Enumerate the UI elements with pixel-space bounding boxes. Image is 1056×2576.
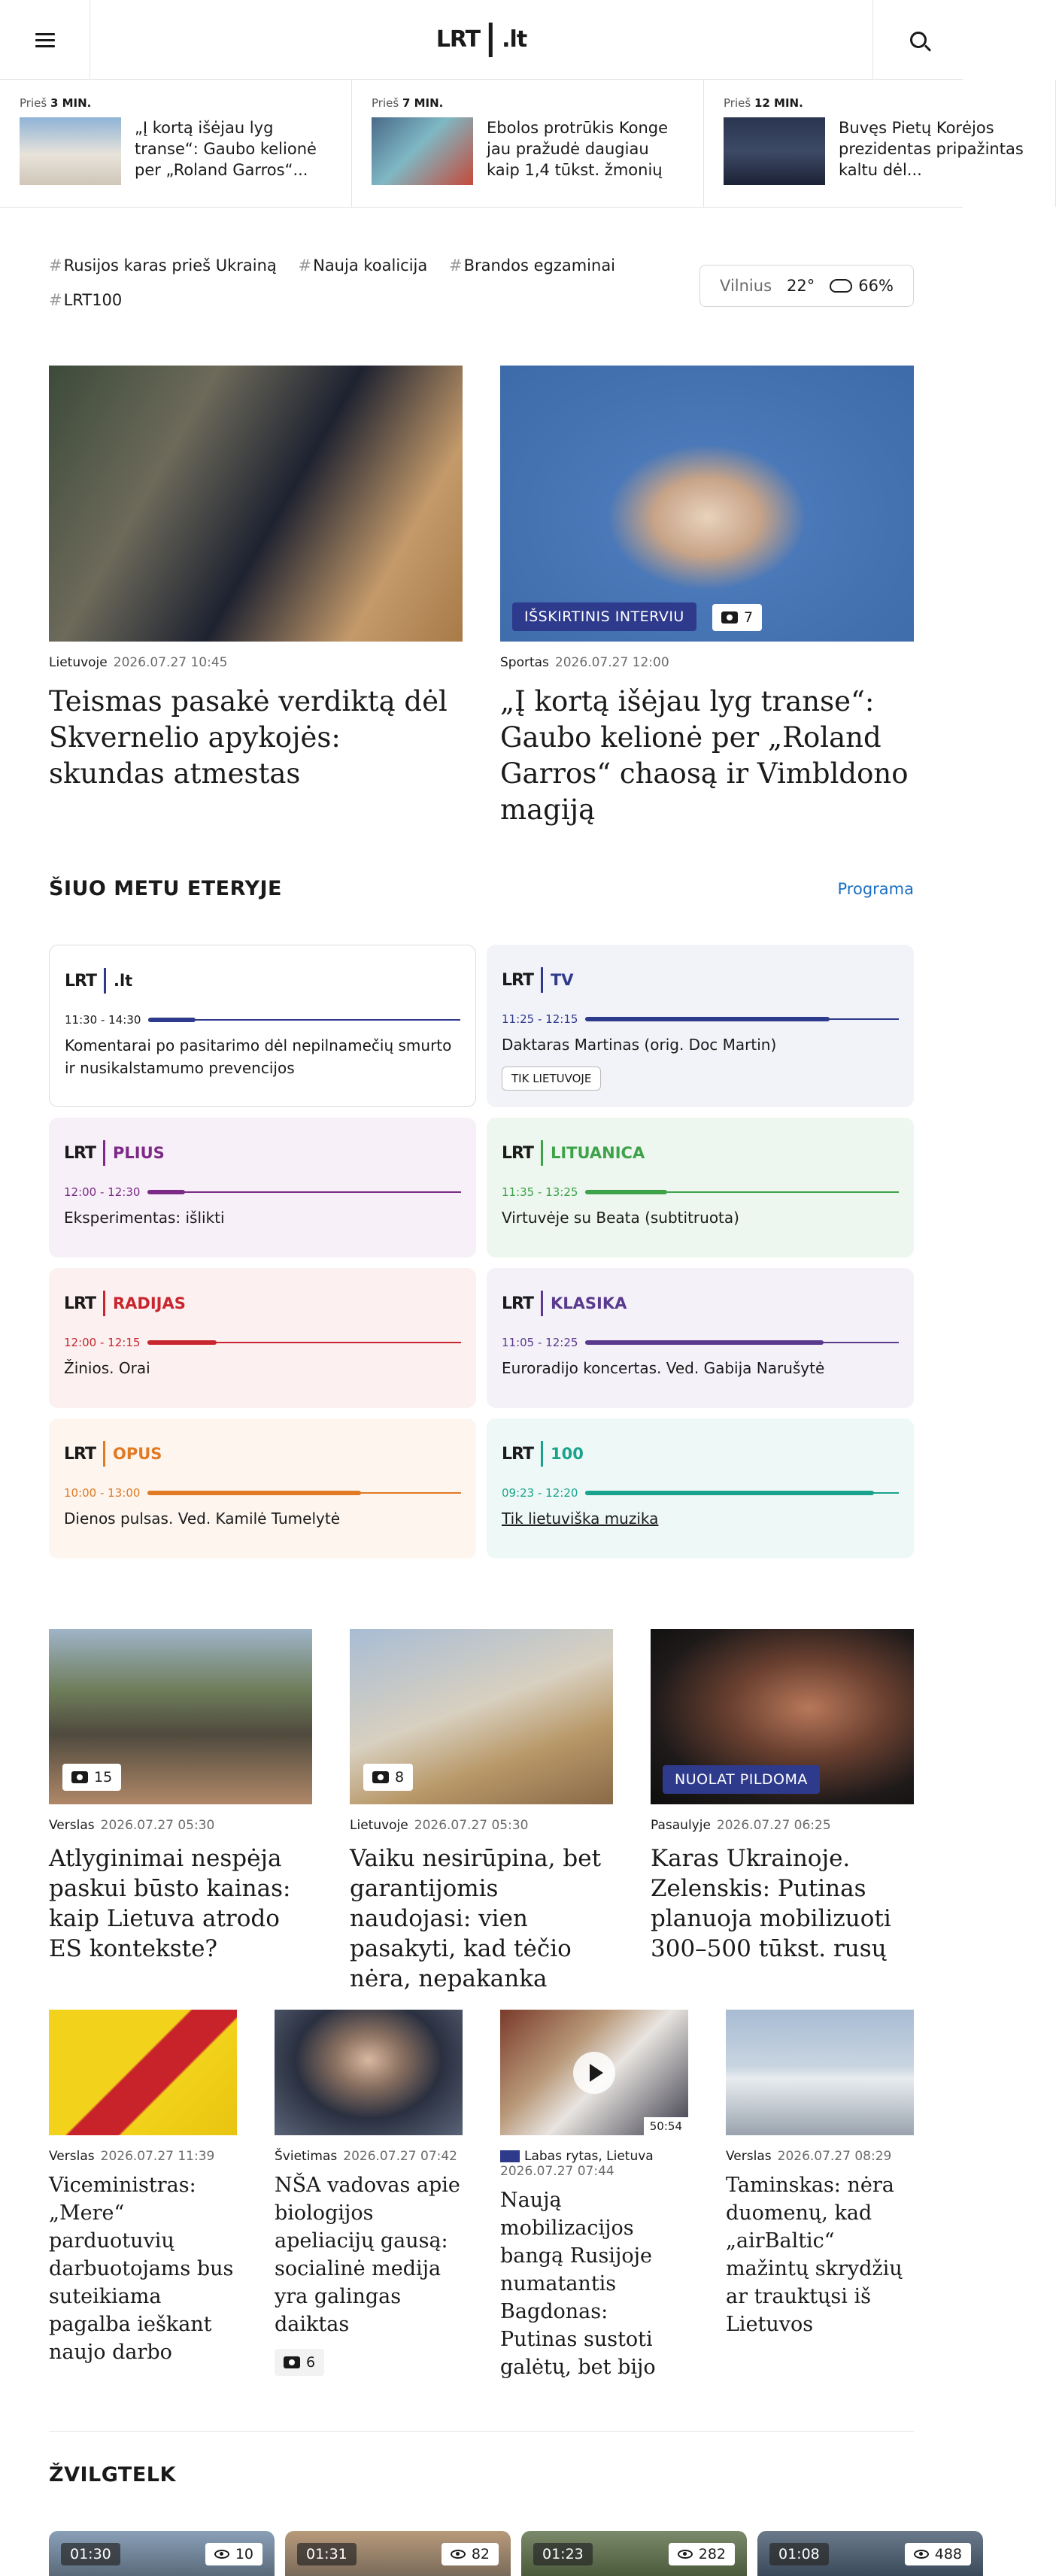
channel-time: 11:05 - 12:25 — [502, 1336, 578, 1349]
photo-count — [712, 604, 762, 631]
short-video[interactable] — [49, 2531, 275, 2576]
channel-logo — [64, 1441, 461, 1467]
weather-city: Vilnius — [720, 277, 772, 295]
progress-bar — [585, 1017, 830, 1021]
photo-count-value: 6 — [306, 2354, 316, 2371]
progress-bar — [147, 1491, 360, 1495]
section-divider — [49, 2431, 914, 2432]
article-title[interactable]: Vaiku nesirūpina, bet garantijomis naudojasi: vien pasakyti, kad tėčio nėra, nepakanka — [350, 1845, 602, 1992]
ticker-prefix: Prieš — [20, 96, 47, 110]
article-title[interactable]: Atlyginimai nespėja paskui būsto kainas: kaip Lietuva atrodo ES kontekste? — [49, 1845, 291, 1962]
ticker-thumbnail[interactable] — [20, 117, 121, 185]
article-title[interactable]: NŠA vadovas apie biologijos apeliacijų gausą: socialinė medija yra galingas daiktas — [275, 2174, 460, 2336]
tag-link[interactable]: # Brandos egzaminai — [449, 256, 615, 275]
article-title[interactable]: Naują mobilizacijos bangą Rusijoje numatantis Bagdonas: Putinas sustoti galėtų, bet bijo — [500, 2189, 656, 2379]
article-date: 2026.07.27 08:29 — [777, 2149, 892, 2164]
video-duration: 01:30 — [61, 2543, 120, 2565]
channel-tag: TIK LIETUVOJE — [502, 1067, 601, 1091]
channel-name: OPUS — [112, 1445, 162, 1463]
channel-card[interactable] — [487, 1418, 914, 1558]
article-image[interactable] — [49, 1629, 312, 1804]
channel-card[interactable] — [49, 945, 476, 1107]
progress-track — [148, 1019, 460, 1021]
article-title[interactable]: Teismas pasakė verdiktą dėl Skvernelio apykojės: skundas atmestas — [49, 685, 448, 790]
ticker-time: 12 MIN. — [754, 96, 803, 110]
search-button[interactable] — [872, 0, 963, 80]
channel-logo-separator — [541, 1140, 543, 1166]
article-title[interactable]: Taminskas: nėra duomenų, kad „airBaltic“ mažintų skrydžių ar trauktųsi iš Lietuvos — [726, 2174, 903, 2336]
article-title[interactable]: Viceministras: „Mere“ parduotuvių darbuotojams bus suteikiama pagalba ieškant naujo darbo — [49, 2174, 234, 2364]
video-duration: 50:54 — [644, 2117, 688, 2135]
channel-show[interactable]: Virtuvėje su Beata (subtitruota) — [502, 1209, 739, 1227]
channel-logo — [65, 968, 460, 994]
channel-logo — [502, 1291, 899, 1316]
channel-card[interactable] — [487, 1118, 914, 1258]
progress-bar — [585, 1340, 824, 1345]
channel-show[interactable]: Tik lietuviška muzika — [502, 1509, 659, 1528]
camera-icon — [71, 1771, 88, 1783]
channel-logo-lrt: LRT — [502, 1294, 533, 1313]
channel-timeline — [502, 1185, 899, 1199]
progress-track — [147, 1342, 461, 1343]
channel-logo-lrt: LRT — [64, 1143, 96, 1163]
article-section[interactable]: Lietuvoje — [49, 655, 108, 670]
short-video[interactable] — [285, 2531, 511, 2576]
progress-track — [585, 1342, 899, 1343]
article-section[interactable]: Pasaulyje — [651, 1818, 711, 1833]
photo-count-value: 7 — [744, 609, 754, 626]
article-image[interactable] — [500, 366, 914, 642]
article-title[interactable]: Karas Ukrainoje. Zelenskis: Putinas planuoja mobilizuoti 300–500 tūkst. rusų — [651, 1845, 891, 1962]
article-image[interactable] — [49, 366, 463, 642]
article-date: 2026.07.27 11:39 — [100, 2149, 215, 2164]
channel-name: .lt — [113, 972, 133, 990]
channel-logo-lrt: LRT — [502, 1143, 533, 1163]
ticker-title[interactable]: „Į kortą išėjau lyg transe“: Gaubo kelionė per „Roland Garros“... — [135, 119, 317, 179]
channel-grid — [49, 945, 914, 1558]
article-badge: IŠSKIRTINIS INTERVIU — [512, 602, 696, 631]
channel-logo-lrt: LRT — [64, 1294, 96, 1313]
channel-logo-separator — [103, 1441, 105, 1467]
video-duration: 01:08 — [769, 2543, 829, 2565]
channel-name: RADIJAS — [112, 1294, 186, 1312]
short-video[interactable] — [521, 2531, 747, 2576]
photo-count — [363, 1764, 413, 1791]
news-ticker — [0, 80, 1024, 208]
channel-logo-lrt: LRT — [502, 1444, 533, 1464]
ticker-item[interactable] — [0, 80, 352, 207]
article-card[interactable] — [651, 1629, 914, 1994]
logo-suffix: .lt — [502, 26, 527, 53]
article-badge: NUOLAT PILDOMA — [663, 1765, 820, 1794]
article-card[interactable] — [49, 2010, 237, 2381]
tags-row — [49, 248, 914, 317]
channel-time: 11:35 - 13:25 — [502, 1185, 578, 1199]
view-count — [669, 2543, 735, 2565]
article-image[interactable] — [350, 1629, 613, 1804]
channel-logo — [502, 967, 899, 993]
channel-timeline — [64, 1336, 461, 1349]
articles-row-4 — [49, 2010, 914, 2381]
article-image[interactable] — [49, 2010, 237, 2135]
channel-logo-separator — [104, 968, 106, 994]
article-date: 2026.07.27 05:30 — [414, 1818, 529, 1833]
article-section[interactable]: Lietuvoje — [350, 1818, 408, 1833]
progress-track — [585, 1018, 899, 1020]
tag-link[interactable]: # LRT100 — [49, 291, 122, 309]
channel-show[interactable]: Dienos pulsas. Ved. Kamilė Tumelytė — [64, 1509, 340, 1528]
article-card[interactable] — [49, 1629, 312, 1994]
article-card[interactable] — [49, 366, 463, 828]
section-title: ŽVILGTELK — [49, 2463, 176, 2486]
photo-count-value: 15 — [94, 1769, 113, 1786]
channel-timeline — [64, 1185, 461, 1199]
show-logo-icon — [500, 2150, 520, 2162]
ticker-prefix: Prieš — [724, 96, 751, 110]
hamburger-icon — [35, 29, 55, 51]
logo-main: LRT — [435, 26, 481, 53]
progress-track — [585, 1191, 899, 1193]
channel-card[interactable] — [487, 1268, 914, 1408]
channel-card[interactable] — [49, 1268, 476, 1408]
article-date: 2026.07.27 07:44 — [500, 2164, 614, 2179]
article-card[interactable] — [350, 1629, 613, 1994]
article-image[interactable] — [726, 2010, 914, 2135]
video-duration: 01:31 — [297, 2543, 357, 2565]
channel-logo-separator — [541, 967, 543, 993]
article-card[interactable] — [500, 366, 914, 828]
article-section[interactable]: Verslas — [49, 2149, 95, 2164]
channel-logo — [64, 1291, 461, 1316]
channel-card[interactable] — [487, 945, 914, 1107]
ticker-thumbnail[interactable] — [724, 117, 825, 185]
eye-icon — [451, 2550, 466, 2559]
view-count — [905, 2543, 971, 2565]
channel-name: LITUANICA — [550, 1144, 645, 1162]
photo-count — [275, 2349, 324, 2376]
article-card[interactable] — [500, 2010, 688, 2381]
ticker-item[interactable] — [704, 80, 1056, 207]
channel-time: 09:23 - 12:20 — [502, 1486, 578, 1500]
trending-tags — [49, 248, 636, 317]
ether-header — [49, 877, 914, 900]
progress-bar — [585, 1491, 873, 1495]
short-video[interactable] — [757, 2531, 983, 2576]
article-image[interactable] — [275, 2010, 463, 2135]
video-strip — [49, 2531, 963, 2576]
site-header — [0, 0, 963, 80]
ticker-time: 3 MIN. — [50, 96, 92, 110]
view-count-value: 488 — [934, 2546, 962, 2562]
channel-timeline — [502, 1486, 899, 1500]
articles-row-3 — [49, 1629, 914, 1994]
channel-timeline — [65, 1013, 460, 1027]
view-count — [442, 2543, 499, 2565]
weather-widget[interactable] — [699, 265, 914, 307]
ticker-prefix: Prieš — [372, 96, 399, 110]
channel-timeline — [64, 1486, 461, 1500]
channel-time: 12:00 - 12:15 — [64, 1336, 141, 1349]
progress-bar — [147, 1340, 217, 1345]
logo-separator — [489, 23, 493, 57]
article-section[interactable]: Švietimas — [275, 2149, 338, 2164]
article-date: 2026.07.27 10:45 — [113, 655, 228, 670]
article-date: 2026.07.27 06:25 — [716, 1818, 831, 1833]
camera-icon — [284, 2356, 300, 2368]
channel-name: PLIUS — [112, 1144, 165, 1162]
search-icon — [910, 32, 927, 48]
channel-time: 10:00 - 13:00 — [64, 1486, 141, 1500]
weather-temp: 22° — [787, 277, 815, 295]
channel-logo-lrt: LRT — [64, 1444, 96, 1464]
article-date: 2026.07.27 05:30 — [100, 1818, 215, 1833]
channel-card[interactable] — [49, 1418, 476, 1558]
channel-show[interactable]: Euroradijo koncertas. Ved. Gabija Narušytė — [502, 1359, 825, 1377]
tag-link[interactable]: # Nauja koalicija — [299, 256, 428, 275]
channel-logo — [502, 1140, 899, 1166]
channel-logo-separator — [103, 1291, 105, 1316]
view-count — [205, 2543, 262, 2565]
ticker-time: 7 MIN. — [402, 96, 444, 110]
channel-logo — [502, 1441, 899, 1467]
play-icon[interactable] — [573, 2052, 615, 2094]
ticker-thumbnail[interactable] — [372, 117, 473, 185]
menu-button[interactable] — [0, 0, 90, 80]
channel-time: 12:00 - 12:30 — [64, 1185, 141, 1199]
eye-icon — [678, 2550, 693, 2559]
channel-logo-separator — [103, 1140, 105, 1166]
article-section[interactable]: Labas rytas, Lietuva — [524, 2149, 654, 2164]
channel-logo-separator — [541, 1441, 543, 1467]
channel-card[interactable] — [49, 1118, 476, 1258]
channel-logo-lrt: LRT — [502, 970, 533, 990]
channel-time: 11:30 - 14:30 — [65, 1013, 141, 1027]
weather-humidity: 66% — [858, 277, 894, 295]
view-count-value: 282 — [698, 2546, 726, 2562]
video-duration: 01:23 — [533, 2543, 593, 2565]
photo-count — [62, 1764, 121, 1791]
top-articles — [49, 366, 914, 828]
channel-timeline — [502, 1012, 899, 1026]
camera-icon — [721, 611, 738, 624]
channel-time: 11:25 - 12:15 — [502, 1012, 578, 1026]
article-section[interactable]: Sportas — [500, 655, 549, 670]
progress-bar — [585, 1190, 666, 1194]
article-date: 2026.07.27 12:00 — [554, 655, 669, 670]
channel-show[interactable]: Žinios. Orai — [64, 1359, 150, 1377]
site-logo[interactable] — [436, 23, 526, 57]
article-card[interactable] — [275, 2010, 463, 2381]
ticker-title[interactable]: Ebolos protrūkis Konge jau pražudė daugiau kaip 1,4 tūkst. žmonių — [487, 119, 669, 179]
section-title: ŠIUO METU ETERYJE — [49, 877, 282, 900]
channel-logo — [64, 1140, 461, 1166]
article-card[interactable] — [726, 2010, 914, 2381]
progress-bar — [148, 1018, 195, 1022]
channel-logo-separator — [541, 1291, 543, 1316]
view-count-value: 10 — [235, 2546, 253, 2562]
ticker-title[interactable]: Buvęs Pietų Korėjos prezidentas pripažintas kaltu dėl... — [839, 119, 1024, 179]
progress-bar — [147, 1190, 185, 1194]
tag-link[interactable]: # Rusijos karas prieš Ukrainą — [49, 256, 277, 275]
article-date: 2026.07.27 07:42 — [343, 2149, 457, 2164]
photo-count-value: 8 — [395, 1769, 405, 1786]
eye-icon — [214, 2550, 229, 2559]
video-thumbnail[interactable] — [500, 2010, 688, 2135]
channel-name: KLASIKA — [550, 1294, 627, 1312]
channel-show[interactable]: Eksperimentas: išlikti — [64, 1209, 225, 1227]
article-section[interactable]: Verslas — [726, 2149, 772, 2164]
article-section[interactable]: Verslas — [49, 1818, 95, 1833]
ticker-item[interactable] — [352, 80, 704, 207]
eye-icon — [914, 2550, 929, 2559]
view-count-value: 82 — [471, 2546, 490, 2562]
progress-track — [585, 1492, 899, 1494]
cloud-icon — [830, 279, 852, 293]
channel-logo-lrt: LRT — [65, 971, 96, 991]
program-link[interactable]: Programa — [837, 879, 914, 898]
channel-show[interactable]: Daktaras Martinas (orig. Doc Martin) — [502, 1036, 777, 1054]
article-title[interactable]: „Į kortą išėjau lyg transe“: Gaubo kelionė per „Roland Garros“ chaosą ir Vimbldono magiją — [500, 685, 909, 826]
camera-icon — [372, 1771, 389, 1783]
channel-name: 100 — [550, 1445, 584, 1463]
channel-name: TV — [550, 971, 574, 989]
progress-track — [147, 1492, 461, 1494]
progress-track — [147, 1191, 461, 1193]
channel-timeline — [502, 1336, 899, 1349]
article-image[interactable] — [651, 1629, 914, 1804]
channel-show[interactable]: Komentarai po pasitarimo dėl nepilnamečių smurto ir nusikalstamumo prevencijos — [65, 1036, 452, 1077]
